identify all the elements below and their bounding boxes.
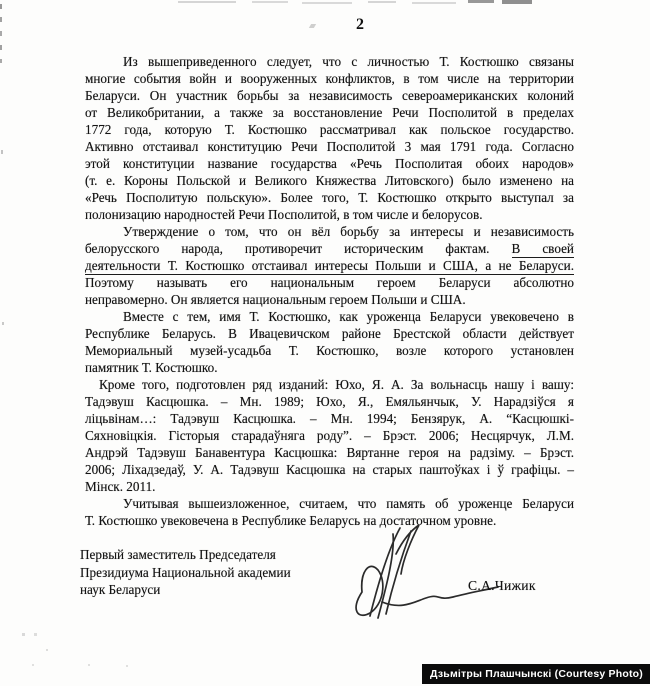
text-segment: Кроме того, подготовлен ряд изданий: Юхо, Я. А. За вольнасць нашу і вашу: xyxy=(99,377,574,392)
scan-artifact xyxy=(0,45,2,50)
text-segment: Утверждение о том, что он вёл борьбу за интересы и независимость xyxy=(123,224,574,239)
text-line xyxy=(85,240,574,257)
text-line xyxy=(85,376,574,393)
scan-artifact xyxy=(0,59,2,63)
photo-credit-badge: Дзьмітры Плашчынскі (Courtesy Photo) xyxy=(422,664,650,684)
text-segment: от Великобритании, а также за восстановление Речи Посполитой в пределах xyxy=(85,105,574,120)
text-line xyxy=(85,495,574,512)
scan-artifact xyxy=(1,150,3,154)
page-number: 2 xyxy=(356,16,364,33)
scan-artifact xyxy=(468,0,494,3)
text-line xyxy=(85,172,574,189)
text-line xyxy=(85,121,574,138)
text-segment: Поэтому называть его национальным героем Беларуси абсолютно xyxy=(85,275,574,290)
text-line xyxy=(85,444,574,461)
scan-artifact xyxy=(0,17,2,22)
scan-artifact xyxy=(34,633,37,636)
text-segment: Учитывая вышеизложенное, считаем, что память об уроженце Беларуси xyxy=(123,496,574,511)
paragraph xyxy=(85,53,574,223)
text-line xyxy=(85,70,574,87)
scan-artifact xyxy=(22,633,25,636)
paragraph xyxy=(85,308,574,376)
scan-artifact xyxy=(46,649,48,651)
text-line xyxy=(85,342,574,359)
text-segment: 2006; Ліхадзедаў, У. А. Тадэвуш Касцюшка на старых паштоўках і ў графіцы. – xyxy=(85,462,574,477)
text-segment: Мінск. 2011. xyxy=(85,479,156,494)
scan-artifact xyxy=(0,31,2,36)
underlined-text-segment: В своей xyxy=(511,241,574,256)
text-segment: Тадэвуш Касцюшка. – Мн. 1989; Юхо, Я., Емяльянчык, У. Нарадзіўся я xyxy=(85,394,574,409)
text-line xyxy=(85,53,574,70)
text-segment: 1772 года, которую Т. Костюшко рассматривал как польское государство. xyxy=(85,122,574,137)
text-line xyxy=(85,138,574,155)
text-line xyxy=(85,410,574,427)
scan-artifact xyxy=(302,2,352,4)
text-segment: белорусского народа, противоречит историческим фактам. xyxy=(85,241,512,256)
text-segment: Беларуси. Он участник борьбы за независимость североамериканских колоний xyxy=(85,88,574,103)
text-segment: Из вышеприведенного следует, что с личностью Т. Костюшко связаны xyxy=(123,54,574,69)
underlined-text-segment: деятельности Т. Костюшко отстаивал интересы Польши и США, а не Беларуси. xyxy=(85,258,574,273)
text-segment: (т. е. Короны Польской и Великого Княжества Литовского) было изменено на xyxy=(85,173,574,188)
text-segment: полонизацию народностей Речи Посполитой, в том числе и белорусов. xyxy=(85,207,483,222)
text-line xyxy=(85,291,574,308)
scan-artifact xyxy=(309,24,316,28)
text-segment: многие события войн и вооруженных конфликтов, в том числе на территории xyxy=(85,71,574,86)
signatory-title-line: Президиума Национальной академии xyxy=(80,564,291,580)
text-segment: ліцьвінам…: Тадэвуш Касцюшка. – Мн. 1994; Бензярук, А. “Касцюшкі- xyxy=(85,411,574,426)
text-line xyxy=(85,461,574,478)
text-line xyxy=(85,155,574,172)
text-line xyxy=(85,308,574,325)
scan-artifact xyxy=(368,1,396,3)
signatory-name: С.А.Чижик xyxy=(468,578,536,593)
text-line xyxy=(85,206,574,223)
scan-artifact xyxy=(2,322,4,325)
text-segment: Мемориальный музей-усадьба Т. Костюшко, возле которого установлен xyxy=(85,343,574,358)
text-segment: неправомерно. Он является национальным героем Польши и США. xyxy=(85,292,466,307)
text-line xyxy=(85,189,574,206)
handwritten-signature xyxy=(340,524,510,624)
text-line xyxy=(85,223,574,240)
paragraph xyxy=(85,223,574,308)
text-segment: Республике Беларусь. В Ивацевичском районе Брестской области действует xyxy=(85,326,574,341)
text-segment: Сяхновіцкія. Гісторыя старадаўняга роду”. – Брэст. 2006; Несцярчук, Л.М. xyxy=(85,428,574,443)
signatory-title-block xyxy=(80,546,350,599)
text-line xyxy=(85,427,574,444)
scan-artifact xyxy=(0,4,2,9)
text-segment: Андрэй Тадэвуш Банавентура Касцюшка: Вяртанне героя на радзіму. – Брэст. xyxy=(85,445,574,460)
text-segment: Активно отстаивал конституцию Речи Посполитой 3 мая 1791 года. Согласно xyxy=(85,139,574,154)
text-line xyxy=(85,393,574,410)
text-line xyxy=(85,87,574,104)
text-segment: Т. Костюшко увековечена в Республике Беларусь на достаточном уровне. xyxy=(85,513,497,528)
text-segment: этой конституции название государства «Речь Посполитая обоих народов» xyxy=(85,156,574,171)
text-segment: Вместе с тем, имя Т. Костюшко, как уроженца Беларуси увековечено в xyxy=(123,309,574,324)
signatory-title-line: Первый заместитель Председателя xyxy=(80,547,276,562)
document-body-text xyxy=(85,53,574,529)
signatory-title-line: наук Беларуси xyxy=(80,582,161,597)
scan-artifact xyxy=(252,1,288,3)
paragraph xyxy=(85,376,574,495)
text-line xyxy=(85,257,574,274)
text-line xyxy=(85,274,574,291)
text-line xyxy=(85,359,574,376)
text-line xyxy=(85,478,574,495)
scan-artifact xyxy=(412,2,456,4)
scan-artifact xyxy=(32,664,34,666)
text-line xyxy=(85,104,574,121)
scan-artifact xyxy=(126,665,128,667)
scan-artifact xyxy=(502,0,532,4)
scan-artifact xyxy=(178,1,236,3)
scan-artifact xyxy=(88,664,90,666)
text-segment: памятник Т. Костюшко. xyxy=(85,360,218,375)
text-segment: «Речь Посполитую польскую». Более того, Т. Костюшко открыто выступал за xyxy=(85,190,574,205)
text-line xyxy=(85,325,574,342)
